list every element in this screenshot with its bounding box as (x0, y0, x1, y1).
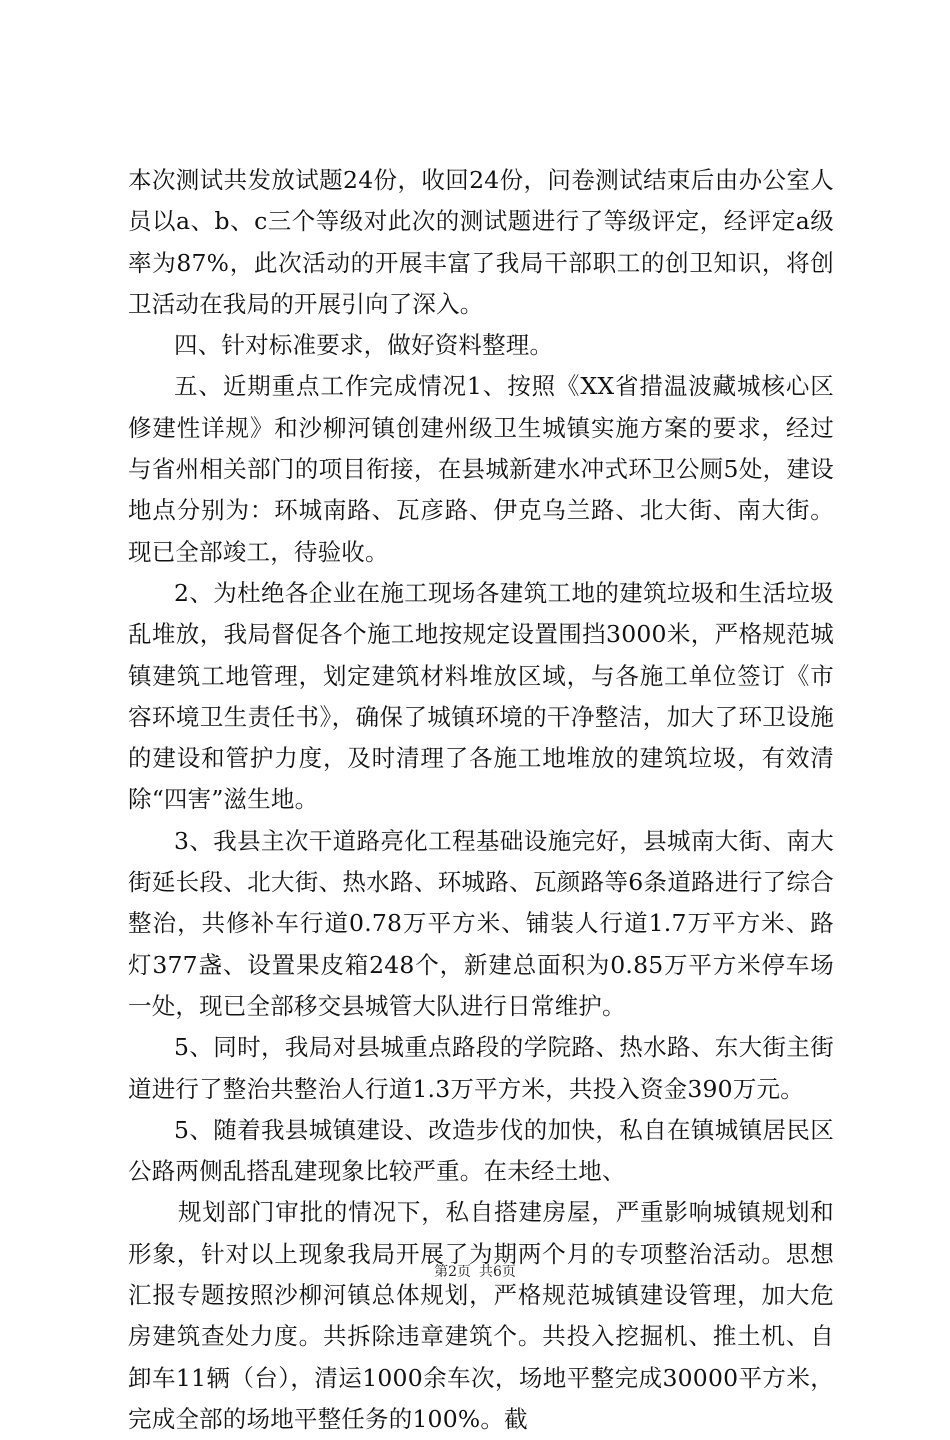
paragraph-special-rectification: 规划部门审批的情况下，私自搭建房屋，严重影响城镇规划和形象，针对以上现象我局开展了为期两个月的专项整治活动。思想汇报专题按照沙柳河镇总体规划，严格规范城镇建设管理，加大危房建筑查处力度。共拆除违章建筑个。共投入挖掘机、推土机、自卸车11辆（台），清运1000余车次，场地平整完成30000平方米，完成全部的场地平整任务的100%。截 (128, 1198, 834, 1433)
paragraph-section-four-heading: 四、针对标准要求，做好资料整理。 (174, 331, 554, 360)
page-footer (0, 1262, 950, 1282)
paragraph-road-lighting: 3、我县主次干道路亮化工程基础设施完好，县城南大街、南大街延长段、北大街、热水路、环城路、瓦颜路等6条道路进行了综合整治，共修补车行道0.78万平方米、铺装人行道1.7万平方米、路灯377盏、设置果皮箱248个，新建总面积为0.85万平方米停车场一处，现已全部移交县城管大队进行日常维护。 (128, 826, 834, 1020)
document-body (128, 160, 834, 1440)
paragraph-test-results: 本次测试共发放试题24份，收回24份，问卷测试结束后由办公室人员以a、b、c三个等级对此次的测试题进行了等级评定，经评定a级率为87%，此次活动的开展丰富了我局干部职工的创卫知识，将创卫活动在我局的开展引向了深入。 (128, 166, 834, 318)
page-number: 第2页 (434, 1264, 471, 1280)
paragraph-illegal-construction: 5、随着我县城镇建设、改造步伐的加快，私自在镇城镇居民区公路两侧乱搭乱建现象比较严重。在未经土地、 (128, 1115, 834, 1186)
page-total: 共6页 (479, 1264, 516, 1280)
paragraph-road-renovation: 5、同时，我局对县城重点路段的学院路、热水路、东大街主街道进行了整治共整治人行道1.3万平方米，共投入资金390万元。 (128, 1033, 834, 1103)
paragraph-construction-waste: 2、为杜绝各企业在施工现场各建筑工地的建筑垃圾和生活垃圾乱堆放，我局督促各个施工地按规定设置围挡3000米，严格规范城镇建筑工地管理，划定建筑材料堆放区域，与各施工单位签订《市容环境卫生责任书》，确保了城镇环境的干净整洁，加大了环卫设施的建设和管护力度，及时清理了各施工地堆放的建筑垃圾，有效清除“四害”滋生地。 (128, 578, 834, 814)
paragraph-section-five-toilets: 五、近期重点工作完成情况1、按照《XX省措温波藏城核心区修建性详规》和沙柳河镇创建州级卫生城镇实施方案的要求，经过与省州相关部门的项目衔接，在县城新建水冲式环卫公厕5处，建设地点分别为：环城南路、瓦彦路、伊克乌兰路、北大街、南大街。现已全部竣工，待验收。 (128, 372, 834, 566)
